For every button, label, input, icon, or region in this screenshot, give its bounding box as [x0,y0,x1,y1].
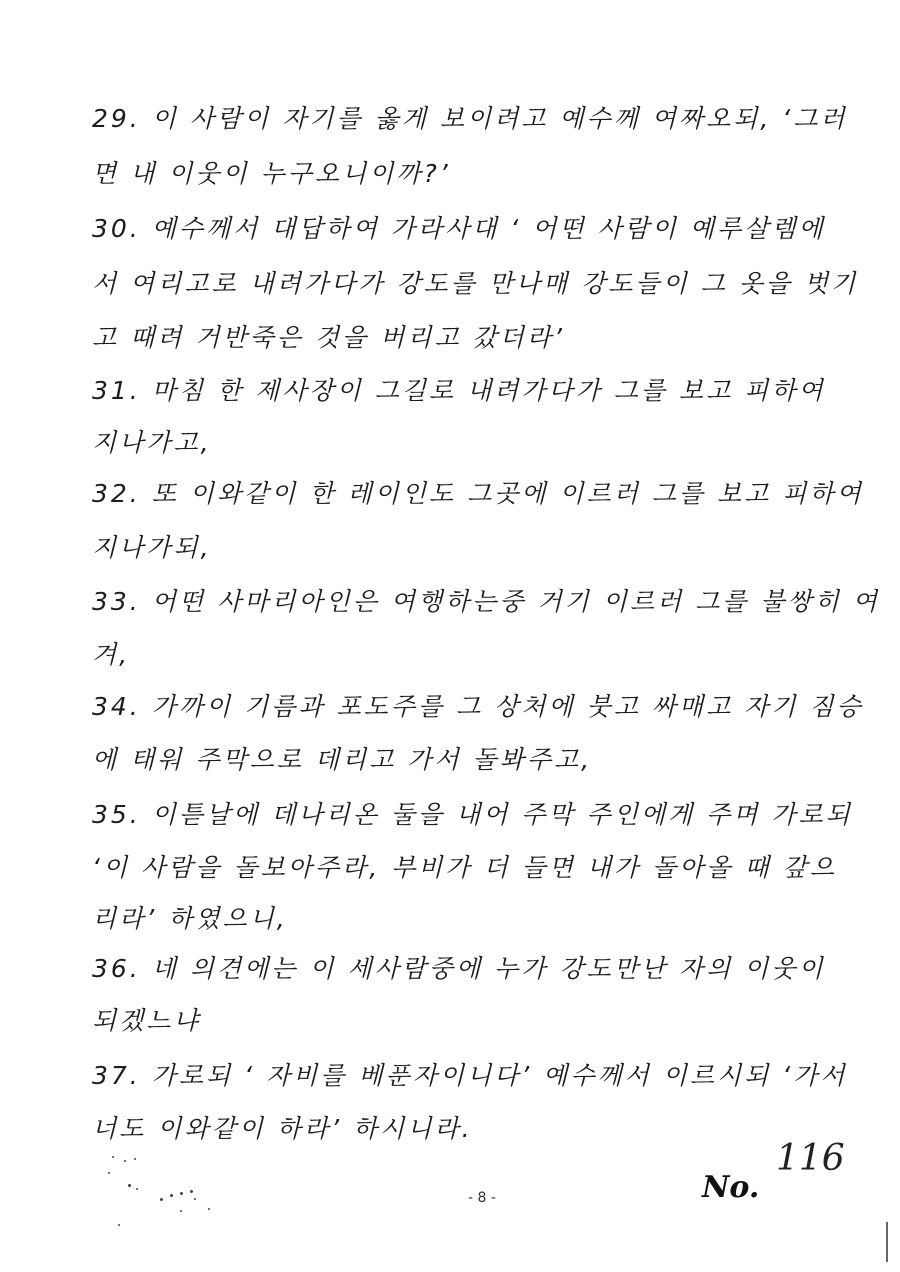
text-line-19: 37. 가로되 ‘ 자비를 베푼자이니다’ 예수께서 이르시되 ‘가서 [92,1061,848,1090]
text-line-14: 35. 이튿날에 데나리온 둘을 내어 주막 주인에게 주며 가로되 [92,800,853,829]
text-line-15: ‘이 사람을 돌보아주라, 부비가 더 들면 내가 돌아올 때 갚으 [92,853,837,882]
text-line-7: 지나가고, [92,428,212,457]
text-line-16: 리라’ 하였으니, [92,904,288,933]
text-line-4: 서 여리고로 내려가다가 강도를 만나매 강도들이 그 옷을 벗기 [92,269,859,298]
text-line-13: 에 태워 주막으로 데리고 가서 돌봐주고, [92,745,593,774]
text-line-8: 32. 또 이와같이 한 레이인도 그곳에 이르러 그를 보고 피하여 [92,479,864,508]
page-number: - 8 - [468,1190,496,1206]
text-line-3: 30. 예수께서 대답하여 가라사대 ‘ 어떤 사람이 예루살렘에 [92,214,826,243]
text-line-18: 되겠느냐 [92,1006,201,1035]
stamp-number: 116 [776,1138,845,1179]
text-line-12: 34. 가까이 기름과 포도주를 그 상처에 붓고 싸매고 자기 짐승 [92,692,864,721]
text-line-11: 겨, [92,640,131,669]
text-line-20: 너도 이와같이 하라’ 하시니라. [92,1114,473,1143]
text-line-9: 지나가되, [92,533,212,562]
text-line-17: 36. 네 의견에는 이 세사람중에 누가 강도만난 자의 이웃이 [92,954,826,983]
stamp-no-label: No. [702,1170,760,1205]
text-line-6: 31. 마침 한 제사장이 그길로 내려가다가 그를 보고 피하여 [92,376,826,405]
text-line-1: 29. 이 사람이 자기를 옳게 보이려고 예수께 여짜오되, ‘그러 [92,104,848,133]
text-line-5: 고 때려 거반죽은 것을 버리고 갔더라’ [92,323,565,352]
scan-edge-mark [886,1222,888,1262]
text-line-2: 면 내 이웃이 누구오니이까?’ [92,159,451,188]
text-line-10: 33. 어떤 사마리아인은 여행하는중 거기 이르러 그를 불쌍히 여 [92,587,880,616]
scan-specks [100,1150,220,1240]
